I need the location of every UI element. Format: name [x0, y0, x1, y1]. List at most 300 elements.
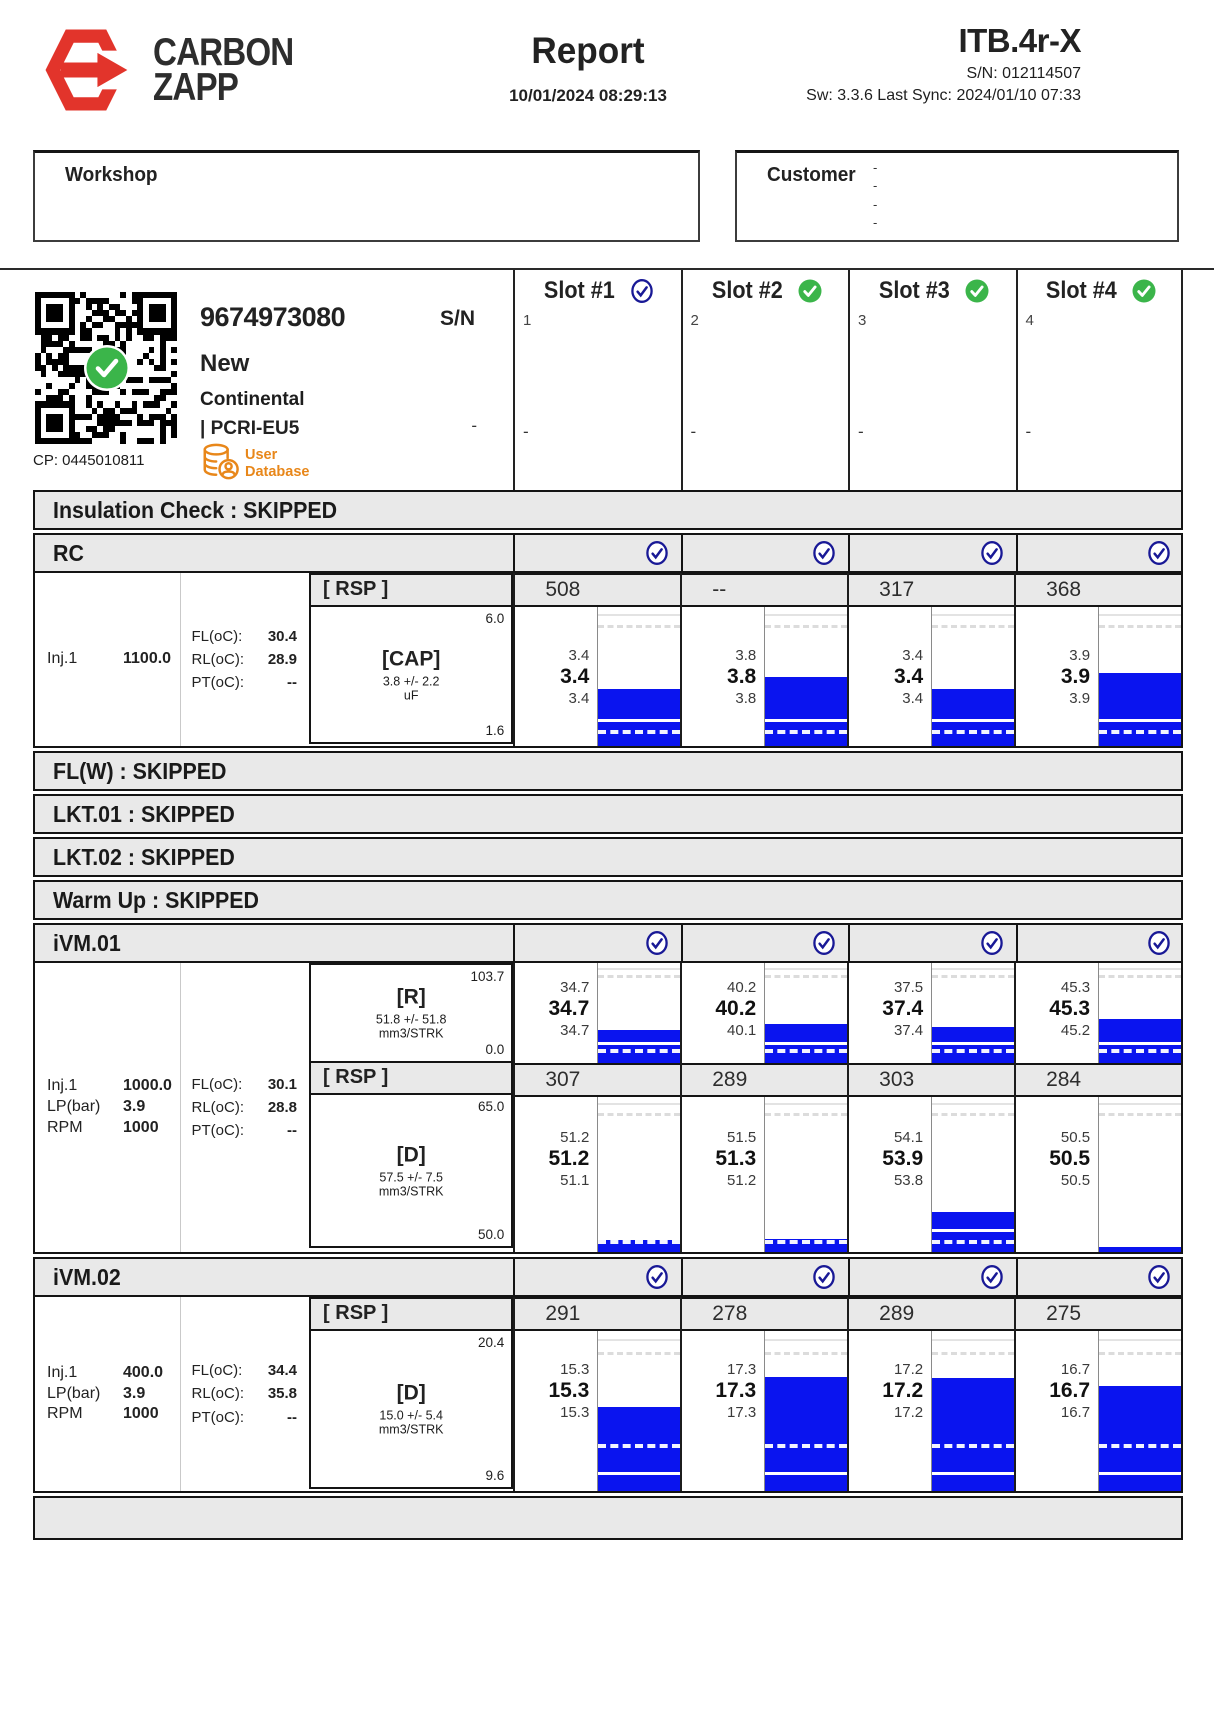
footer-empty-bar — [33, 1496, 1183, 1540]
empty-value-dash: - — [471, 416, 477, 435]
injection-settings-list — [35, 649, 180, 670]
upper-limit-line — [765, 968, 847, 970]
user-database-label — [245, 447, 309, 480]
value-avg: 37.4 — [882, 997, 924, 1020]
report-title-block — [418, 30, 758, 106]
slot-1-status-cell — [513, 1257, 681, 1297]
setting-row — [47, 1384, 180, 1405]
value-min: 3.4 — [568, 689, 590, 707]
check-done-icon — [979, 1264, 1005, 1290]
upper-limit-line — [598, 1103, 680, 1105]
upper-tolerance-dashed-line — [765, 625, 847, 628]
bar-fill — [932, 689, 1014, 746]
report-datetime: 10/01/2024 08:29:13 — [509, 86, 667, 105]
parameter-name: [D] — [396, 1381, 426, 1405]
value-avg: 17.2 — [882, 1379, 924, 1402]
rsp-value: 291 — [515, 1297, 680, 1331]
parameter-tolerance: 51.8 +/- 51.8 — [375, 1012, 447, 1027]
ivm01-parameter-column — [309, 963, 513, 1252]
skipped-section-bar — [33, 794, 1183, 834]
upper-tolerance-dashed-line — [765, 1113, 847, 1116]
report-header — [33, 20, 1181, 135]
upper-tolerance-dashed-line — [932, 1113, 1014, 1116]
measurement-cell — [682, 1097, 847, 1252]
setting-row — [47, 1363, 180, 1384]
section-title: iVM.01 — [53, 930, 121, 956]
temperature-label: PT(oC): — [191, 674, 244, 692]
customer-field-dash: - — [873, 160, 878, 175]
injector-slots-area — [0, 268, 1214, 490]
value-max: 50.5 — [1060, 1128, 1091, 1146]
axis-min-value: 50.0 — [478, 1227, 505, 1242]
ivm02-temperatures — [181, 1297, 309, 1491]
check-done-icon — [811, 1264, 837, 1290]
check-done-icon — [1146, 1264, 1172, 1290]
parameter-name: [CAP] — [382, 647, 441, 670]
measurement-values — [849, 1081, 931, 1236]
value-min: 45.2 — [1060, 1022, 1091, 1039]
device-serial: S/N: 012114507 — [966, 65, 1081, 82]
temperature-label: PT(oC): — [191, 1122, 244, 1140]
ivm01-slot-1-column — [513, 963, 680, 1252]
measurement-cell — [515, 963, 680, 1063]
ivm01-temperatures — [181, 963, 309, 1252]
rc-temperatures — [181, 573, 309, 746]
db-label-line1: User — [245, 447, 278, 463]
lower-marker-line — [765, 719, 847, 722]
slot-3-status-cell — [848, 533, 1016, 573]
temperature-row — [191, 1359, 309, 1382]
setting-value: 400.0 — [123, 1363, 164, 1381]
setting-value: 3.9 — [123, 1384, 146, 1402]
measurement-cell — [682, 963, 847, 1063]
value-max: 15.3 — [560, 1361, 590, 1378]
ivm02-d-parameter-box — [309, 1329, 513, 1489]
lower-marker-line — [1099, 1042, 1181, 1045]
temperature-label: FL(oC): — [191, 1362, 243, 1380]
measurement-values — [1016, 607, 1098, 746]
lower-tolerance-dashed-line — [932, 730, 1014, 734]
ivm01-d-parameter-box — [309, 1093, 513, 1248]
parameter-tolerance: 57.5 +/- 7.5 — [379, 1170, 443, 1184]
rsp-value: 368 — [1016, 573, 1181, 607]
slot-empty-dash: - — [858, 422, 864, 441]
value-avg: 53.9 — [882, 1146, 924, 1170]
slot-1-status-cell — [513, 533, 681, 573]
bar-chart — [597, 607, 680, 746]
lower-tolerance-dashed-line — [598, 730, 680, 734]
slot-title-row — [683, 277, 849, 305]
value-min: 3.9 — [1069, 689, 1091, 707]
temperature-value: 28.8 — [267, 1098, 298, 1116]
upper-tolerance-dashed-line — [1099, 1352, 1181, 1355]
value-max: 54.1 — [893, 1128, 924, 1146]
slot-status-cells — [513, 1257, 1183, 1297]
measurement-cell — [849, 607, 1014, 746]
temperature-value: -- — [287, 674, 298, 692]
value-min: 17.2 — [893, 1404, 924, 1421]
temperature-row — [191, 1073, 309, 1096]
bar-chart — [931, 607, 1014, 746]
value-avg: 3.4 — [560, 664, 590, 688]
check-done-icon — [1146, 930, 1172, 956]
ivm01-slot-3-column — [847, 963, 1014, 1252]
bar-chart — [764, 607, 847, 746]
customer-label: Customer — [767, 164, 856, 186]
slot-label: Slot #4 — [1045, 277, 1117, 304]
upper-limit-line — [1099, 968, 1181, 970]
measurement-cell — [1016, 607, 1181, 746]
value-max: 3.4 — [568, 646, 590, 664]
value-avg: 51.3 — [715, 1146, 757, 1170]
lower-tolerance-dashed-line — [598, 1049, 680, 1053]
parameter-info — [311, 1143, 511, 1198]
rc-body — [33, 573, 1183, 748]
value-min: 53.8 — [893, 1171, 924, 1189]
temperature-label: RL(oC): — [191, 650, 244, 668]
section-title: LKT.02 : SKIPPED — [53, 844, 235, 870]
upper-tolerance-dashed-line — [1099, 1113, 1181, 1116]
measurement-values — [1016, 959, 1098, 1059]
parameter-unit: mm3/STRK — [378, 1026, 444, 1041]
value-avg: 17.3 — [715, 1379, 757, 1402]
value-max: 3.4 — [902, 646, 924, 664]
report-sections — [0, 490, 1214, 1540]
ivm01-slot-2-column — [680, 963, 847, 1252]
upper-limit-line — [765, 614, 847, 616]
temperature-list — [181, 1073, 309, 1143]
section-title: iVM.02 — [53, 1264, 121, 1290]
slot-number: 3 — [858, 312, 867, 329]
measurement-cell — [515, 1097, 680, 1252]
rc-slot-4-column — [1014, 573, 1181, 746]
slot-4-status-cell — [1016, 533, 1184, 573]
bar-fill — [765, 677, 847, 747]
ivm01-section-header — [33, 923, 1183, 963]
setting-label: LP(bar) — [47, 1384, 101, 1402]
lower-tolerance-dashed-line — [1099, 1240, 1181, 1244]
slot-label: Slot #2 — [711, 277, 783, 304]
user-database-icon — [200, 442, 240, 482]
value-min: 3.4 — [902, 689, 924, 707]
qr-module — [171, 438, 177, 444]
temperature-label: RL(oC): — [191, 1385, 244, 1403]
axis-min-value: 1.6 — [485, 723, 505, 738]
workshop-label: Workshop — [65, 164, 158, 186]
slot-4-status-cell — [1016, 1257, 1184, 1297]
measurement-values — [515, 607, 597, 746]
injector-family: | PCRI-EU5 — [200, 418, 300, 439]
lower-marker-line — [598, 719, 680, 722]
measurement-values — [682, 1081, 764, 1236]
temperature-value: -- — [287, 1122, 298, 1140]
value-avg: 50.5 — [1049, 1146, 1091, 1170]
temperature-label: FL(oC): — [191, 627, 243, 645]
bar-fill — [1099, 673, 1181, 746]
rc-parameter-column — [309, 573, 513, 746]
value-min: 37.4 — [893, 1022, 924, 1039]
temperature-row — [191, 1096, 309, 1119]
temperature-label: FL(oC): — [191, 1075, 243, 1093]
measurement-cell — [849, 1331, 1014, 1491]
customer-field-dash: - — [873, 196, 878, 212]
lower-tolerance-dashed-line — [765, 730, 847, 734]
temperature-value: 30.1 — [267, 1075, 298, 1093]
slot-status-cells — [513, 533, 1183, 573]
check-done-icon — [811, 540, 837, 566]
check-done-icon — [979, 540, 1005, 566]
ivm02-parameter-column — [309, 1297, 513, 1491]
upper-limit-line — [1099, 1339, 1181, 1341]
rc-injection-settings — [35, 573, 181, 746]
rsp-value: 275 — [1016, 1297, 1181, 1331]
upper-tolerance-dashed-line — [932, 625, 1014, 628]
setting-value: 1000 — [123, 1405, 159, 1423]
upper-tolerance-dashed-line — [598, 1352, 680, 1355]
setting-row — [47, 1118, 180, 1139]
value-min: 40.1 — [727, 1022, 757, 1039]
slot-4-status-cell — [1016, 923, 1184, 963]
brand-line2: ZAPP — [153, 66, 239, 109]
device-model: ITB.4r-X — [958, 22, 1081, 59]
upper-limit-line — [932, 1103, 1014, 1105]
measurement-values — [849, 607, 931, 746]
upper-limit-line — [598, 614, 680, 616]
value-max: 45.3 — [1060, 979, 1091, 996]
axis-max-value: 103.7 — [470, 969, 505, 984]
bar-chart — [1098, 963, 1181, 1063]
bar-fill — [1099, 1247, 1181, 1252]
rc-section-header — [33, 533, 1183, 573]
upper-tolerance-dashed-line — [765, 975, 847, 978]
measurement-cell — [849, 1097, 1014, 1252]
parameter-info — [311, 1382, 511, 1437]
slot-header-columns — [513, 270, 1183, 492]
slot-number: 4 — [1025, 312, 1034, 329]
lower-tolerance-dashed-line — [932, 1444, 1014, 1448]
rsp-value: 303 — [849, 1063, 1014, 1097]
lower-marker-line — [598, 1229, 680, 1232]
setting-row — [47, 649, 180, 670]
lower-tolerance-dashed-line — [598, 1240, 680, 1244]
value-max: 40.2 — [727, 979, 757, 996]
value-avg: 3.8 — [727, 664, 757, 688]
ivm02-slot-1-column — [513, 1297, 680, 1491]
upper-limit-line — [765, 1339, 847, 1341]
value-max: 17.3 — [727, 1361, 757, 1378]
temperature-row — [191, 1406, 309, 1429]
ivm01-slot-4-column — [1014, 963, 1181, 1252]
temperature-value: 30.4 — [267, 627, 298, 645]
setting-value: 1000 — [123, 1118, 159, 1136]
rsp-value: -- — [682, 573, 847, 607]
value-min: 34.7 — [560, 1022, 590, 1039]
check-passed-icon — [964, 278, 990, 304]
temperature-label: PT(oC): — [191, 1408, 244, 1426]
value-avg: 45.3 — [1049, 997, 1091, 1020]
rsp-label: [ RSP ] — [309, 1061, 513, 1095]
axis-max-value: 6.0 — [485, 611, 505, 626]
workshop-box — [33, 150, 700, 242]
ivm01-injection-settings — [35, 963, 181, 1252]
upper-tolerance-dashed-line — [932, 975, 1014, 978]
bar-chart — [931, 1097, 1014, 1252]
temperature-row — [191, 1382, 309, 1405]
brand-block — [39, 26, 318, 114]
value-min: 15.3 — [560, 1404, 590, 1421]
page-title: Report — [531, 30, 645, 71]
section-title: FL(W) : SKIPPED — [53, 758, 227, 784]
bar-chart — [764, 963, 847, 1063]
upper-limit-line — [598, 1339, 680, 1341]
bar-chart — [764, 1097, 847, 1252]
temperature-value: 28.9 — [267, 650, 298, 668]
rsp-value: 317 — [849, 573, 1014, 607]
setting-value: 3.9 — [123, 1098, 146, 1116]
check-passed-icon — [1131, 278, 1157, 304]
value-max: 51.5 — [727, 1128, 757, 1146]
value-max: 3.8 — [735, 646, 757, 664]
customer-field-dash: - — [873, 214, 878, 230]
axis-max-value: 65.0 — [478, 1099, 505, 1114]
brand-line1: CARBON — [153, 30, 294, 74]
setting-label: Inj.1 — [47, 1077, 78, 1095]
measurement-cell — [515, 607, 680, 746]
slot-status-cells — [513, 923, 1183, 963]
ivm02-injection-settings — [35, 1297, 181, 1491]
setting-label: LP(bar) — [47, 1098, 101, 1116]
injector-code: 9674973080 — [200, 302, 346, 332]
rc-slot-1-column — [513, 573, 680, 746]
qr-check-icon — [83, 344, 131, 392]
lower-marker-line — [1099, 1472, 1181, 1475]
lower-marker-line — [932, 719, 1014, 722]
bar-chart — [597, 963, 680, 1063]
value-max: 34.7 — [560, 979, 590, 996]
customer-empty-fields — [873, 161, 877, 230]
value-max: 37.5 — [893, 979, 924, 996]
lower-marker-line — [932, 1229, 1014, 1232]
section-title: Warm Up : SKIPPED — [53, 887, 260, 913]
bar-chart — [1098, 1097, 1181, 1252]
software-version: Sw: 3.3.6 Last Sync: 2024/01/10 07:33 — [806, 87, 1081, 104]
measurement-values — [1016, 1311, 1098, 1471]
check-done-icon — [644, 540, 670, 566]
rc-slot-2-column — [680, 573, 847, 746]
temperature-list — [181, 1359, 309, 1429]
slot-empty-dash: - — [1025, 422, 1032, 441]
measurement-cell — [515, 1331, 680, 1491]
value-min: 51.1 — [560, 1171, 590, 1189]
upper-tolerance-dashed-line — [1099, 975, 1181, 978]
customer-box — [735, 150, 1179, 242]
value-avg: 16.7 — [1049, 1379, 1091, 1402]
bar-chart — [597, 1331, 680, 1491]
setting-value: 1000.0 — [123, 1077, 172, 1095]
measurement-values — [682, 607, 764, 746]
skipped-section-bar — [33, 837, 1183, 877]
slot-label: Slot #3 — [879, 277, 951, 304]
slot-empty-dash: - — [690, 422, 697, 441]
upper-limit-line — [932, 968, 1014, 970]
injector-condition: New — [200, 350, 250, 377]
upper-tolerance-dashed-line — [598, 625, 680, 628]
check-done-icon — [979, 930, 1005, 956]
check-done-icon — [644, 930, 670, 956]
lower-tolerance-dashed-line — [932, 1049, 1014, 1053]
parameter-name: [D] — [396, 1143, 426, 1166]
lower-marker-line — [765, 1229, 847, 1232]
injection-settings-list — [35, 1076, 180, 1138]
ivm01-r-parameter-box — [309, 963, 513, 1063]
value-avg: 40.2 — [715, 997, 757, 1020]
setting-row — [47, 1076, 180, 1097]
lower-tolerance-dashed-line — [765, 1240, 847, 1244]
value-avg: 15.3 — [548, 1379, 590, 1402]
lower-tolerance-dashed-line — [1099, 1444, 1181, 1448]
ivm02-slot-3-column — [847, 1297, 1014, 1491]
parameter-info — [311, 986, 511, 1041]
injection-settings-list — [35, 1363, 180, 1425]
slot-2-status-cell — [681, 923, 849, 963]
rc-slot-3-column — [847, 573, 1014, 746]
ivm02-slot-4-column — [1014, 1297, 1181, 1491]
rsp-label: [ RSP ] — [309, 1297, 513, 1331]
measurement-values — [1016, 1081, 1098, 1236]
slot-number: 1 — [523, 312, 532, 329]
value-min: 50.5 — [1060, 1171, 1091, 1189]
brand-name — [153, 30, 294, 109]
rsp-value: 284 — [1016, 1063, 1181, 1097]
skipped-section-bar — [33, 880, 1183, 920]
value-max: 51.2 — [560, 1128, 590, 1146]
temperature-row — [191, 1119, 309, 1142]
device-info-block — [806, 22, 1081, 105]
slot-header-4 — [1016, 270, 1184, 492]
slot-label: Slot #1 — [544, 277, 616, 304]
injector-brand: Continental — [200, 389, 305, 410]
bar-chart — [931, 963, 1014, 1063]
upper-tolerance-dashed-line — [765, 1352, 847, 1355]
parameter-name: [R] — [396, 985, 426, 1009]
lower-marker-line — [765, 1472, 847, 1475]
temperature-value: -- — [287, 1408, 298, 1426]
setting-value: 1100.0 — [123, 650, 172, 668]
bar-fill — [598, 1407, 680, 1491]
slot-2-status-cell — [681, 533, 849, 573]
slot-title-row — [850, 277, 1016, 305]
measurement-values — [515, 959, 597, 1059]
slot-header-1 — [513, 270, 681, 492]
upper-limit-line — [598, 968, 680, 970]
temperature-label: RL(oC): — [191, 1098, 244, 1116]
measurement-cell — [849, 963, 1014, 1063]
temperature-row — [191, 648, 309, 671]
upper-limit-line — [932, 1339, 1014, 1341]
upper-tolerance-dashed-line — [598, 975, 680, 978]
lower-tolerance-dashed-line — [932, 1240, 1014, 1244]
parameter-unit: mm3/STRK — [378, 1422, 444, 1437]
lower-marker-line — [1099, 719, 1181, 722]
value-avg: 34.7 — [548, 997, 590, 1020]
db-label-line2: Database — [245, 463, 310, 480]
upper-limit-line — [765, 1103, 847, 1105]
bar-chart — [764, 1331, 847, 1491]
upper-tolerance-dashed-line — [598, 1113, 680, 1116]
lower-tolerance-dashed-line — [765, 1049, 847, 1053]
rsp-value: 508 — [515, 573, 680, 607]
bar-chart — [1098, 1331, 1181, 1491]
